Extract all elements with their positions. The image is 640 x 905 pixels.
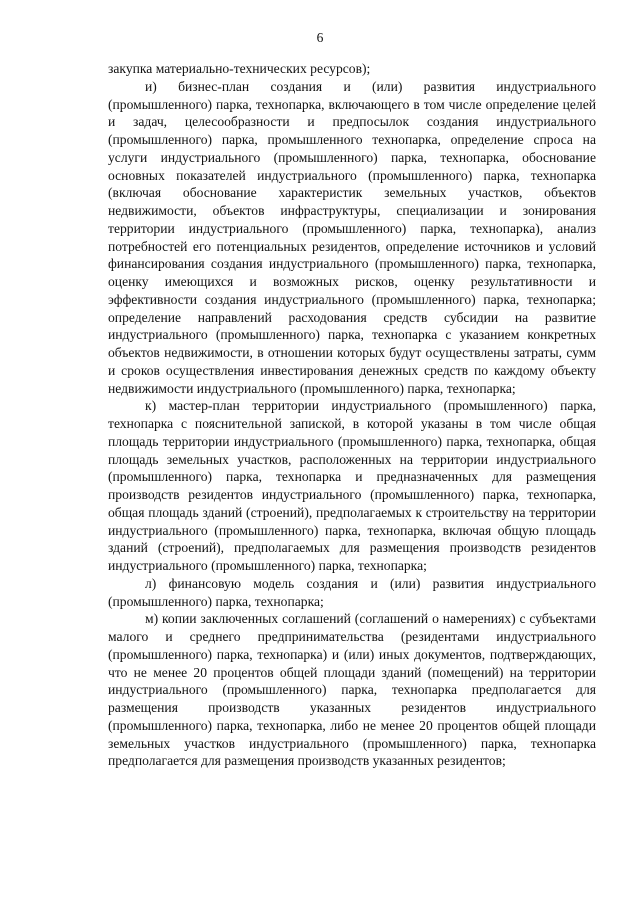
page-number: 6 xyxy=(316,30,324,45)
paragraph-item-m: м) копии заключенных соглашений (соглашений о намерениях) с субъектами малого и среднего предпринимательства (резидентами индустриального (промышленного) парка, технопарка) и (или) иных документов, подтверждающих, что не менее 20 процентов общей площади зданий (помещений) на территории индустриального (промышленного) парка, технопарка предполагается для размещения производств указанных резидентов индустриального (промышленного) парка, технопарка, либо не менее 20 процентов общей площади земельных участков индустриального (промышленного) парка, технопарка предполагается для размещения производств указанных резидентов; xyxy=(108,611,596,769)
paragraph-item-l: л) финансовую модель создания и (или) развития индустриального (промышленного) парка, технопарка; xyxy=(108,575,596,609)
paragraph-item-k: к) мастер-план территории индустриального (промышленного) парка, технопарка с пояснительной запиской, в которой указаны в том числе общая площадь территории индустриального (промышленного) парка, технопарка, общая площадь земельных участков, расположенных на территории индустриального (промышленного) парка, технопарка и предназначенных для размещения производств резидентов индустриального (промышленного) парка, технопарка, общая площадь зданий (строений), предполагаемых к строительству на территории индустриального (промышленного) парка, технопарка, включая общую площадь зданий (строений), предполагаемых для размещения производств резидентов индустриального (промышленного) парка, технопарка; xyxy=(108,398,596,573)
paragraph-item-i: и) бизнес-план создания и (или) развития индустриального (промышленного) парка, технопарка, включающего в том числе определение целей и задач, целесообразности и предпосылок создания индустриального (промышленного) парка, промышленного технопарка, определение спроса на услуги индустриального (промышленного) парка, технопарка, обоснование основных показателей индустриального (промышленного) парка, технопарка (включая обоснование характеристик земельных участков, объектов недвижимости, объектов инфраструктуры, специализации и зонирования территории индустриального (промышленного) парка, технопарка), анализ потребностей его потенциальных резидентов, определение источников и условий финансирования создания индустриального (промышленного) парка, технопарка, оценку имеющихся и возможных рисков, оценку результативности и эффективности создания индустриального (промышленного) парка, технопарка; определение направлений расходования средств субсидии на развитие индустриального (промышленного) парка, технопарка с указанием конкретных объектов недвижимости, в отношении которых будут осуществлены затраты, сумм и сроков осуществления инвестирования денежных средств по каждому объекту недвижимости индустриального (промышленного) парка, технопарка; xyxy=(108,78,596,396)
document-body xyxy=(108,60,596,770)
paragraph-continuation: закупка материально-технических ресурсов); xyxy=(108,61,371,76)
